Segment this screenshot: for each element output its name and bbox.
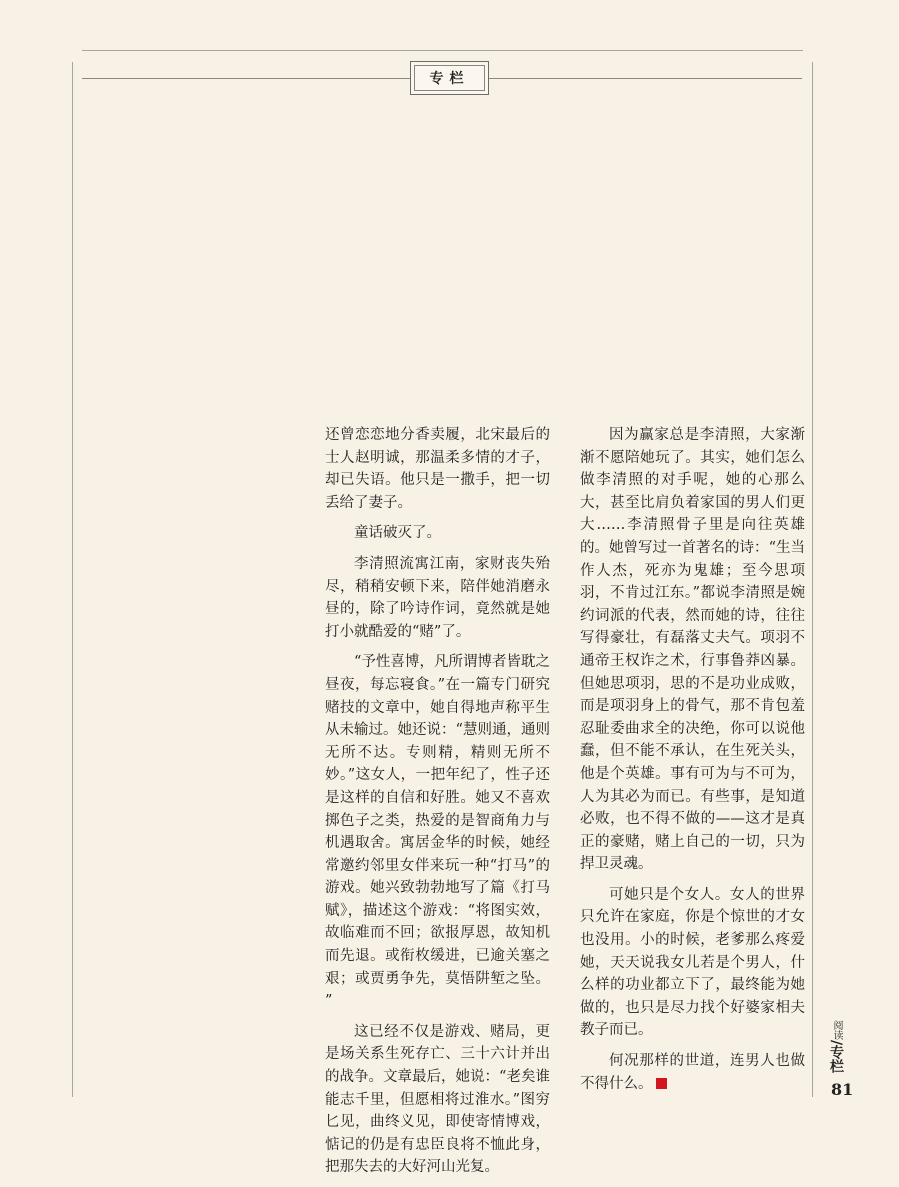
folio-section: 阅读/专栏	[828, 1020, 844, 1074]
page-number: 81	[831, 1080, 854, 1099]
article-column-left	[325, 424, 550, 1187]
paragraph: 这已经不仅是游戏、赌局，更是场关系生死存亡、三十六计并出的战争。文章最后，她说：“老矣谁能志千里，但愿相将过淮水。”图穷匕见，曲终义见，即使寄情博戏，惦记的仍是有忠臣良将不恤此身，把那失去的大好河山光复。	[325, 1023, 550, 1176]
header-line-left	[82, 78, 410, 79]
column-badge	[410, 61, 489, 95]
paragraph: 还曾恋恋地分香卖履，北宋最后的士人赵明诚，那温柔多情的才子，却已失语。他只是一撒手，把一切丢给了妻子。	[325, 427, 550, 511]
paragraph: “予性喜博，凡所谓博者皆耽之昼夜，每忘寝食。”在一篇专门研究赌技的文章中，她自得地声称平生从未输过。她还说：“慧则通，通则无所不达。专则精，精则无所不妙。”这女人，一把年纪了，性子还是这样的自信和好胜。她又不喜欢掷色子之类，热爱的是智商角力与机遇取舍。寓居金华的时候，她经常邀约邻里女伴来玩一种“打马”的游戏。她兴致勃勃地写了篇《打马赋》，描述这个游戏：“将图实效，故临难而不回；欲报厚恩，故知机而先退。或衔枚缓进，已逾关塞之艰；或贾勇争先，莫悟阱堑之坠。 ”	[325, 654, 550, 1010]
page-folio	[815, 1020, 853, 1100]
column-label: 专栏	[429, 71, 470, 87]
paragraph: 李清照流寓江南，家财丧失殆尽，稍稍安顿下来，陪伴她消磨永昼的，除了吟诗作词，竟然就是她打小就酷爱的“赌”了。	[325, 555, 550, 640]
paragraph-text: 何况那样的世道，连男人也做不得什么。	[580, 1053, 805, 1092]
top-rule	[82, 50, 803, 51]
paragraph: 因为赢家总是李清照，大家渐渐不愿陪她玩了。其实，她们怎么做李清照的对手呢，她的心那么大，甚至比肩负着家国的男人们更大……李清照骨子里是向往英雄的。她曾写过一首著名的诗：“生当作人杰，死亦为鬼雄；至今思项羽，不肯过江东。”都说李清照是婉约词派的代表，然而她的诗，往往写得豪壮，有磊落丈夫气。项羽不通帝王权诈之术，行事鲁莽凶暴。但她思项羽，思的不是功业成败，而是项羽身上的骨气，那不肯包羞忍耻委曲求全的决绝，你可以说他蠢，但不能不承认，在生死关头，他是个英雄。事有可为与不可为，人为其必为而已。有些事，是知道必败，也不得不做的——这才是真正的豪赌，赌上自己的一切，只为捍卫灵魂。	[580, 427, 805, 873]
right-border-rule	[812, 62, 813, 1097]
magazine-name: 阅读	[831, 1020, 842, 1040]
paragraph: 可她只是个女人。女人的世界只允许在家庭，你是个惊世的才女也没用。小的时候，老爹那么疼爱她，天天说我女儿若是个男人，什么样的功业都立下了，最终能为她做的，也只是尽力找个好婆家相夫教子而已。	[580, 886, 805, 1039]
header-line-right	[489, 78, 802, 79]
paragraph: 童话破灭了。	[354, 525, 441, 542]
end-of-article-mark	[656, 1078, 667, 1089]
section-name: 专栏	[828, 1045, 844, 1074]
final-paragraph	[580, 1050, 805, 1095]
left-border-rule	[72, 62, 73, 1097]
article-column-right	[580, 424, 805, 1103]
